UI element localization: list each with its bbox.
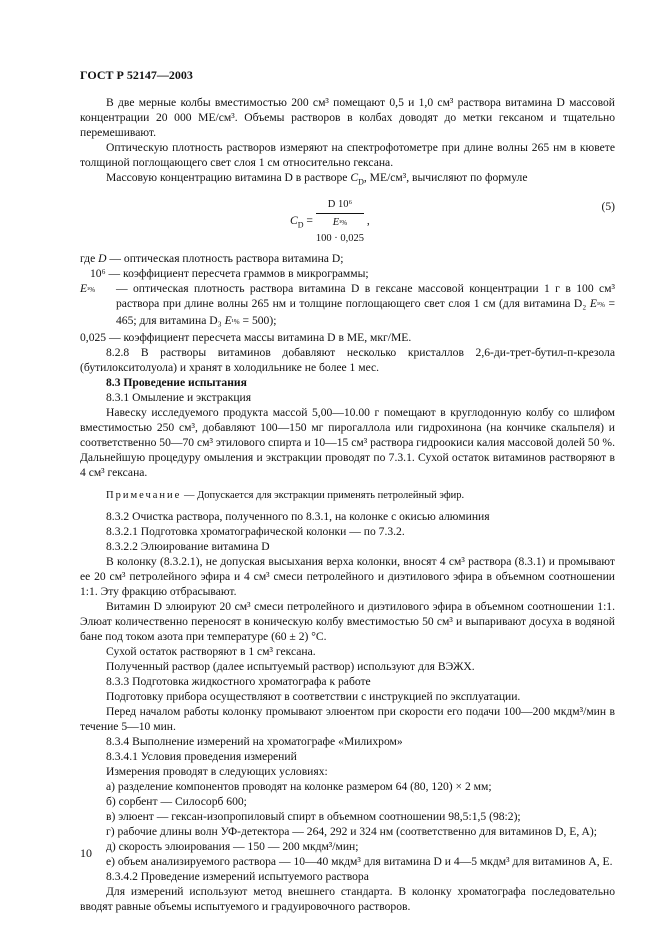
paragraph: Полученный раствор (далее испытуемый раствор) используют для ВЭЖХ. xyxy=(106,660,475,673)
list-item: в) элюент — гексан-изопропиловый спирт в объемном соотношении 98,5:1,5 (98:2); xyxy=(106,810,521,823)
paragraph: 8.2.8 В растворы витаминов добавляют несколько кристаллов 2,6-ди-трет-бутил-п-крезола (бутилокситолуола) и хранят в холодильнике не более 1 мес. xyxy=(80,346,615,374)
paragraph: В колонку (8.3.2.1), не допуская высыхания верха колонки, вносят 4 см³ раствора (8.3.1) и промывают ее 20 см³ петролейного эфира и 4 см³ смеси петролейного и диэтилового эфира в объемном соотношении 1:1. Эту фракцию отбрасывают. xyxy=(80,555,615,598)
subsection-heading: 8.3.3 Подготовка жидкостного хроматографа к работе xyxy=(106,675,371,688)
section-heading: 8.3 Проведение испытания xyxy=(106,376,247,389)
formula-5 xyxy=(80,189,615,245)
formula-fraction: D 10⁶ E¹% 100 · 0,025 xyxy=(315,199,364,244)
page-number: 10 xyxy=(80,846,92,860)
paragraph: Сухой остаток растворяют в 1 см³ гексана. xyxy=(106,645,316,658)
subsection-heading: 8.3.4 Выполнение измерений на хроматографе «Милихром» xyxy=(106,735,403,748)
subsection-heading: 8.3.2 Очистка раствора, полученного по 8.3.1, на колонке с окисью алюминия xyxy=(106,510,490,523)
subsection-heading: 8.3.4.1 Условия проведения измерений xyxy=(106,750,297,763)
formula-expression: $C_D$ = D 10⁶ E¹% 100 · 0,025 , xyxy=(290,199,370,244)
where-item: 10⁶ — коэффициент пересчета граммов в микрограммы; xyxy=(90,267,369,280)
where-item: E¹% — оптическая плотность раствора витамина D в гексане массовой концентрации 1 г в 100 см³ раствора при длине волны 265 нм и толщине поглощающего свет слоя 1 см (для витамина D₂ E¹% = 465; для витамина D₃ E¹% = 500); xyxy=(80,282,615,327)
list-item: г) рабочие длины волн УФ-детектора — 264, 292 и 324 нм (соответственно для витаминов D, E, A); xyxy=(106,825,597,838)
paragraph: Массовую концентрацию витамина D в растворе $C_D$, МЕ/см³, вычисляют по формуле xyxy=(106,171,528,187)
paragraph: Оптическую плотность растворов измеряют на спектрофотометре при длине волны 265 нм в кювете толщиной поглощающего свет слоя 1 см относительно гексана. xyxy=(80,141,615,169)
subsection-heading: 8.3.2.2 Элюирование витамина D xyxy=(106,540,270,553)
list-item: а) разделение компонентов проводят на колонке размером 64 (80, 120) × 2 мм; xyxy=(106,780,492,793)
list-item: б) сорбент — Силосорб 600; xyxy=(106,795,247,808)
subsection-heading: 8.3.4.2 Проведение измерений испытуемого раствора xyxy=(106,870,369,883)
paragraph: В две мерные колбы вместимостью 200 см³ помещают 0,5 и 1,0 см³ раствора витамина D массовой концентрации 20 000 МЕ/см³. Объемы растворов в колбах доводят до метки гексаном и тщательно перемешивают. xyxy=(80,96,615,139)
formula-number: (5) xyxy=(601,200,615,213)
subsection-heading: 8.3.2.1 Подготовка хроматографической колонки — по 7.3.2. xyxy=(106,525,405,538)
where-item: где D — оптическая плотность раствора витамина D; xyxy=(80,252,344,265)
subsection-heading: 8.3.1 Омыление и экстракция xyxy=(106,391,252,404)
paragraph: Измерения проводят в следующих условиях: xyxy=(106,765,328,778)
list-item: д) скорость элюирования — 150 — 200 мкдм³/мин; xyxy=(106,840,359,853)
list-item: е) объем анализируемого раствора — 10—40 мкдм³ для витамина D и 4—5 мкдм³ для витаминов А, Е. xyxy=(106,855,613,868)
document-header: ГОСТ Р 52147—2003 xyxy=(80,68,193,82)
paragraph: Навеску исследуемого продукта массой 5,00—10.00 г помещают в круглодонную колбу со шлифом вместимостью 250 см³, добавляют 100—150 мг пирогаллола или гидрохинона (на кончике скальпеля) и соответственно 50—70 см³ этилового спирта и 10—15 см³ раствора гидроокиси калия массовой долей 50 %. Дальнейшую процедуру омыления и экстракции проводят по 7.3.1. Сухой остаток витаминов растворяют в 4 см³ гексана. xyxy=(80,406,615,479)
paragraph: Для измерений используют метод внешнего стандарта. В колонку хроматографа последовательно вводят равные объемы испытуемого и градуировочного растворов. xyxy=(80,885,615,913)
where-item: 0,025 — коэффициент пересчета массы витамина D в МЕ, мкг/МЕ. xyxy=(80,331,412,344)
document-body xyxy=(80,95,615,914)
paragraph: Перед началом работы колонку промывают элюентом при скорости его подачи 100—200 мкдм³/мин в течение 5—10 мин. xyxy=(80,705,615,733)
note: Примечание — Допускается для экстракции применять петролейный эфир. xyxy=(106,490,465,501)
paragraph: Витамин D элюируют 20 см³ смеси петролейного и диэтилового эфира в объемном соотношении 1:1. Элюат количественно переносят в коническую колбу вместимостью 50 см³ и выпаривают досуха в водяной бане под током азота при температуре (60 ± 2) °С. xyxy=(80,600,615,643)
paragraph: Подготовку прибора осуществляют в соответствии с инструкцией по эксплуатации. xyxy=(106,690,521,703)
